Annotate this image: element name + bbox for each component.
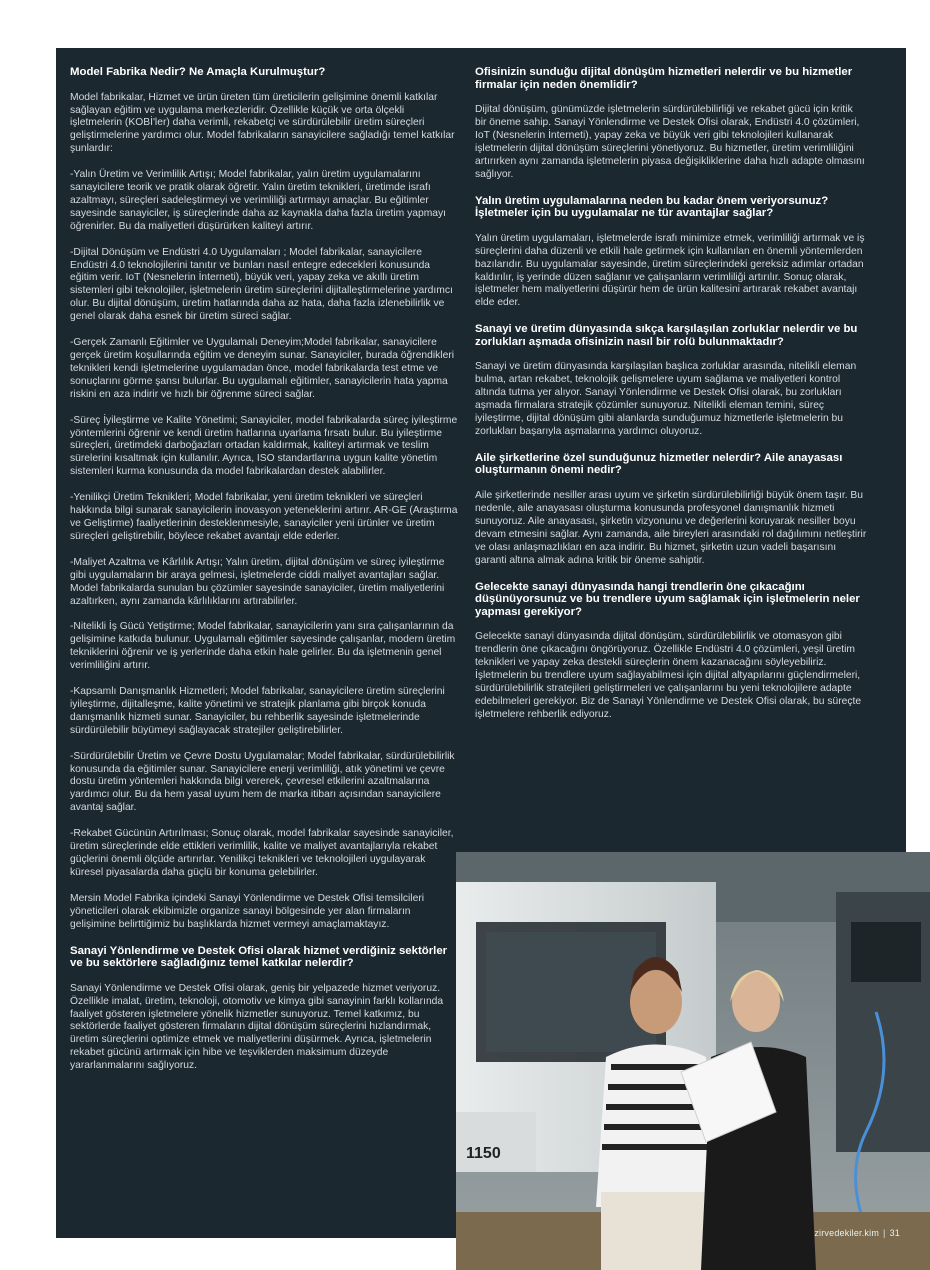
column-fade (475, 818, 875, 852)
body-paragraph: Aile şirketlerinde nesiller arası uyum ve şirketin sürdürülebilirliği büyük önem taşır. Bu nedenle, aile anayasası oluşturma konusunda profesyonel danışmanlık hizmeti sunuyoruz. Aile anayasası, şirketin vizyonunu ve değerlerini koruyarak nesiller boyu devam etmesini sağlar. Aynı zamanda, aile bireyleri arasındaki rol dağılımını netleştirir ve olası anlaşmazlıkları en aza indirir. Bu hizmet, şirketin uzun vadeli başarısını garanti altına almak adına kritik bir öneme sahiptir. (475, 490, 867, 566)
left-column (70, 66, 458, 1086)
section-heading: Model Fabrika Nedir? Ne Amaçla Kurulmuştur? (70, 66, 326, 78)
page-number: 31 (889, 1228, 900, 1238)
body-paragraph: -Sürdürülebilir Üretim ve Çevre Dostu Uygulamalar; Model fabrikalar, sürdürülebilirlik konusunda da eğitimler sunar. Sanayicilere enerji verimliliği, atık yönetimi ve çevre dostu üretim yöntemleri hakkında bilgi vererek, çevresel etkilerini azaltmalarına yardımcı olur. Bu da hem yasal uyum hem de marka itibarı açısından sanayicilere avantaj sağlar. (70, 750, 455, 814)
body-paragraph: -Dijital Dönüşüm ve Endüstri 4.0 Uygulamaları ; Model fabrikalar, sanayicilere Endüstri 4.0 teknolojilerini tanıtır ve bunları nasıl entegre edecekleri konusunda eğitim verir. IoT (Nesnelerin İnterneti), büyük veri, yapay zeka ve akıllı üretim sistemleri gibi teknolojiler, işletmelerin üretim süreçlerini dijitalleştirmelerine yardımcı olur. Bu dijital dönüşüm, üretim hatlarında daha az hata, daha fazla izlenebilirlik ve genel olarak daha esnek bir üretim süreci sağlar. (70, 246, 453, 323)
interview-photo (456, 852, 930, 1270)
body-paragraph: -Süreç İyileştirme ve Kalite Yönetimi; Sanayiciler, model fabrikalarda süreç iyileştirme yöntemlerini öğrenir ve kendi üretim hatlarına uyarlama fırsatı bulur. Bu iyileştirme süreçleri, üretimdeki darboğazları ortadan kaldırmak, kaliteyi artırmak ve teslim sürelerini kısaltmak için kullanılır. Ayrıca, ISO standartlarına uygun kalite yönetim sistemleri kurma konusunda da model fabrikalardan destek alabilirler. (70, 414, 458, 478)
page-footer (814, 1228, 900, 1238)
body-paragraph: -Rekabet Gücünün Artırılması; Sonuç olarak, model fabrikalar sayesinde sanayiciler, üretim süreçlerinde elde ettikleri verimlilik, kalite ve maliyet avantajlarıyla rekabet güçlerini önemli ölçüde artırırlar. Yenilikçi teknikleri ve teknolojileri uygulayarak küresel piyasalarda daha güçlü bir konuma gelebilirler. (70, 828, 454, 878)
body-paragraph: Mersin Model Fabrika içindeki Sanayi Yönlendirme ve Destek Ofisi temsilcileri yöneticileri olarak ekibimizle organize sanayi bölgesinde yer alan firmaların gelişimine belirttiğimiz bu başlıklarda hizmet vermeyi amaçlamaktayız. (70, 892, 425, 930)
body-paragraph: Model fabrikalar, Hizmet ve ürün üreten tüm üreticilerin gelişimine önemli katkılar sağlayan eğitim ve uygulama merkezleridir. Özellikle küçük ve orta ölçekli işletmelerin (KOBİ'ler) daha verimli, rekabetçi ve sürdürülebilir üretim süreçleri geliştirmelerine yardımcı olur. Model fabrikaların sanayicilere sağladığı temel katkılar şunlardır: (70, 91, 455, 155)
footer-separator: | (883, 1228, 886, 1238)
body-paragraph: -Gerçek Zamanlı Eğitimler ve Uygulamalı Deneyim;Model fabrikalar, sanayicilere gerçek üretim koşullarında eğitim ve deneyim sunar. Sanayiciler, burada öğrendikleri teknikleri kendi işletmelerine uygulamadan önce, model fabrikalarda test etme ve sonuçlarını görme şansı bulurlar. Bu uygulamalı eğitimler, sanayicilerin hata yapma riskini en aza indirir ve hızlı bir öğrenme süreci sağlar. (70, 337, 455, 400)
section-heading: Aile şirketlerine özel sunduğunuz hizmetler nelerdir? Aile anayasası oluşturmanın önemi nedir? (475, 451, 843, 477)
section-heading: Yalın üretim uygulamalarına neden bu kadar önem veriyorsunuz? İşletmeler için bu uygulamalar ne tür avantajlar sağlar? (475, 194, 829, 220)
body-paragraph: -Maliyet Azaltma ve Kârlılık Artışı; Yalın üretim, dijital dönüşüm ve süreç iyileştirme gibi uygulamaların bir araya gelmesi, işletmelerde ciddi maliyet avantajları sağlar. Model fabrikalarda sunulan bu çözümler sayesinde sanayiciler, üretim maliyetlerini azaltırken, aynı zamanda kârlılıklarını artırabilirler. (70, 556, 445, 607)
site-name[interactable]: zirvedekiler.kim (814, 1228, 880, 1238)
machine-number: 1150 (466, 1145, 501, 1162)
body-paragraph: -Yalın Üretim ve Verimlilik Artışı; Model fabrikalar, yalın üretim uygulamalarını sanayicilere teorik ve pratik olarak öğretir. Yalın üretim teknikleri, üretimde israfı azaltmayı, süreçleri sadeleştirmeyi ve verimliliği artırmayı amaçlar. Bu eğitimler sayesinde sanayiciler, iş süreçlerinde daha az kaynakla daha fazla üretim yapmayı öğrenirler. Bu da maliyetleri düşürürken kaliteyi artırır. (70, 169, 447, 232)
body-paragraph: -Yenilikçi Üretim Teknikleri; Model fabrikalar, yeni üretim teknikleri ve süreçleri hakkında bilgi sunarak sanayicilerin inovasyon yeteneklerini artırır. AR-GE (Araştırma ve Geliştirme) faaliyetlerinin desteklenmesiyle, sanayiciler yeni ürünler ve üretim süreçleri geliştirebilir, böylece rekabet avantajı elde ederler. (70, 492, 458, 542)
section-heading: Sanayi ve üretim dünyasında sıkça karşılaşılan zorluklar nelerdir ve bu zorlukları aşmada ofisinizin nasıl bir rolü bulunmaktadır? (475, 323, 858, 348)
body-paragraph: Sanayi Yönlendirme ve Destek Ofisi olarak, geniş bir yelpazede hizmet veriyoruz. Özellikle imalat, üretim, teknoloji, otomotiv ve kimya gibi sanayinin farklı kollarında faaliyet gösteren işletmelere yönelik hizmetler sunuyoruz. Temel katkımız, bu sektörlerde faaliyet gösteren firmaların dijital dönüşüm süreçlerini hızlandırmak, üretim süreçlerini optimize etmek ve maliyetlerini düşürmek. Ayrıca, işletmelerin rekabet gücünü artırmak için hibe ve teşviklerden maksimum düzeyde yararlanmalarını sağlıyoruz. (70, 982, 444, 1072)
body-paragraph: Yalın üretim uygulamaları, işletmelerde israfı minimize etmek, verimliliği artırmak ve iş süreçlerini daha düzenli ve etkili hale getirmek için kullanılan en önemli yöntemlerden bazılarıdır. Bu uygulamalar sayesinde, üretim süreçlerindeki gereksiz adımlar ortadan kaldırılır, iş yerinde düzen sağlanır ve çalışanların verimliliği artırılır. Sonuç olarak, işletmeler hem maliyetlerini düşürür hem de ürün kalitesini artırarak rekabet avantajı elde eder. (475, 232, 865, 309)
body-paragraph: -Nitelikli İş Gücü Yetiştirme; Model fabrikalar, sanayicilerin yanı sıra çalışanlarının da gelişimine katkıda bulunur. Uygulamalı eğitimler sayesinde çalışanlar, modern üretim tekniklerini öğrenir ve iş yerlerinde daha etkin hale gelirler. Bu da işletmenin genel verimliliğini artırır. (70, 621, 456, 672)
section-heading: Sanayi Yönlendirme ve Destek Ofisi olarak hizmet verdiğiniz sektörler ve bu sektörlere sağladığınız temel katkılar nelerdir? (70, 944, 448, 970)
section-heading: Ofisinizin sunduğu dijital dönüşüm hizmetleri nelerdir ve bu hizmetler firmalar için neden önemlidir? (475, 66, 853, 91)
section-heading: Gelecekte sanayi dünyasında hangi trendlerin öne çıkacağını düşünüyorsunuz ve bu trendlere uyum sağlamak için işletmelerin neler yapması gerekiyor? (475, 580, 860, 618)
body-paragraph: Sanayi ve üretim dünyasında karşılaşılan başlıca zorluklar arasında, nitelikli eleman bulma, artan rekabet, teknolojik gelişmelere uyum sağlama ve maliyetleri kontrol altında tutma yer alıyor. Sanayi Yönlendirme ve Destek Ofisi olarak, bu zorlukları aşmada firmalara stratejik çözümler sunuyoruz. Nitelikli eleman temini, süreç iyileştirme, dijital dönüşüm gibi alanlarda sunduğumuz hizmetlerle işletmelerin bu zorlukları başarıyla aşmalarına yardımcı oluyoruz. (475, 361, 857, 437)
body-paragraph: Dijital dönüşüm, günümüzde işletmelerin sürdürülebilirliği ve rekabet gücü için kritik bir öneme sahip. Sanayi Yönlendirme ve Destek Ofisi olarak, Endüstri 4.0 çözümleri, IoT (Nesnelerin İnterneti), yapay zeka ve büyük veri gibi teknolojileri kullanarak işletmelerin dijital dönüşüm süreçlerini yönetiyoruz. Bu hizmetler, üretim verimliliğini artırırken aynı zamanda işletmelerin piyasa değişikliklerine daha hızlı adapte olmasını sağlıyor. (475, 104, 865, 180)
right-column (475, 66, 867, 735)
body-paragraph: -Kapsamlı Danışmanlık Hizmetleri; Model fabrikalar, sanayicilere üretim süreçlerini iyileştirme, dijitalleşme, kalite yönetimi ve stratejik planlama gibi birçok konuda danışmanlık hizmeti sunar. Sanayiciler, bu rehberlik sayesinde işletmelerinde sürdürülebilir büyümeyi sağlayacak stratejiler geliştirebilirler. (70, 686, 445, 736)
body-paragraph: Gelecekte sanayi dünyasında dijital dönüşüm, sürdürülebilirlik ve otomasyon gibi trendlerin öne çıkacağını öngörüyoruz. Özellikle Endüstri 4.0 çözümleri, yeşil üretim teknikleri ve yapay zeka destekli süreçlerin önem kazanacağını söyleyebiliriz. İşletmelerin bu trendlere uyum sağlayabilmesi için dijital altyapılarını güçlendirmeleri, sürdürülebilirlik stratejileri geliştirmeleri ve çalışanlarını bu yeni teknolojilere adapte edebilmeleri gerekiyor. Biz de Sanayi Yönlendirme ve Destek Ofisi olarak, bu süreçte işletmelere rehberlik ediyoruz. (475, 631, 862, 720)
